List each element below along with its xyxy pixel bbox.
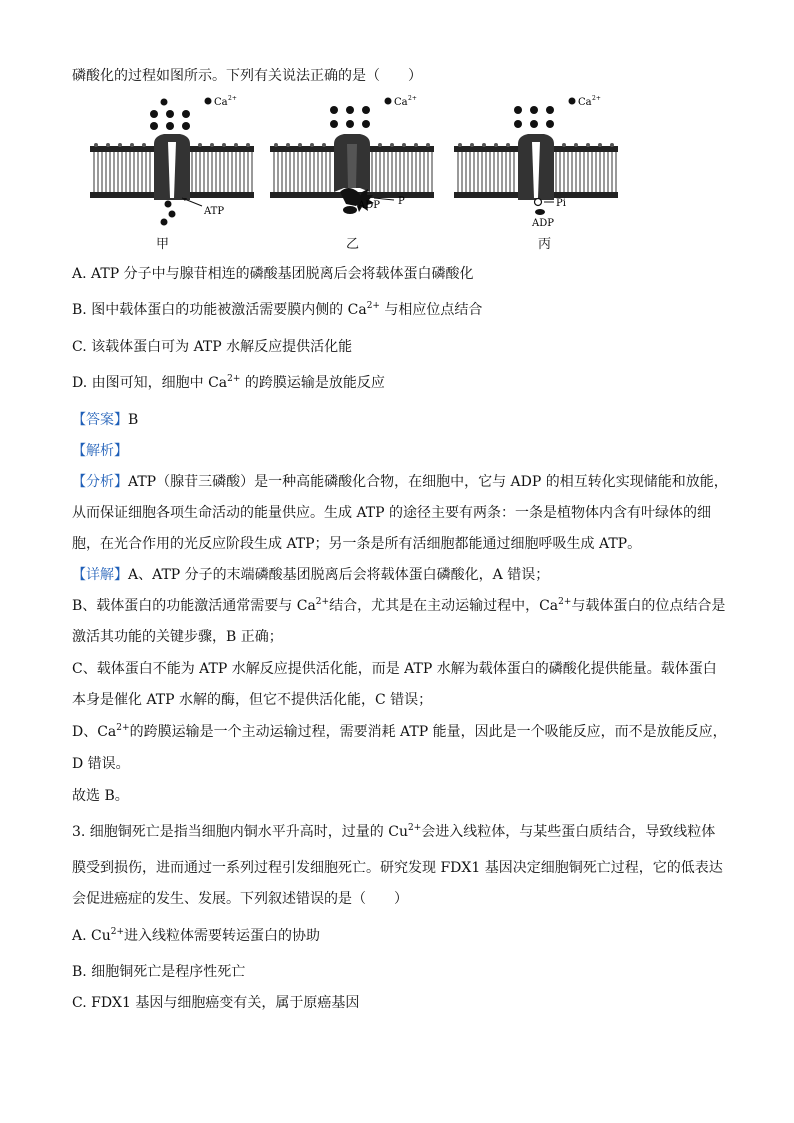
analysis-tag: 【解析】 [72, 443, 128, 459]
ion-label: Ca [394, 97, 408, 108]
option-d: D. 由图可知，细胞中 $Ca^{2+}$ 的跨膜运输是放能反应 [72, 374, 385, 391]
conclusion: 故选 B。 [72, 788, 129, 804]
option-c: C. 该载体蛋白可为 ATP 水解反应提供活化能 [72, 339, 353, 355]
detail-d-1: D、$Ca^{2+}$的跨膜运输是一个主动运输过程，需要消耗 ATP 能量，因此是一个吸能反应，而不是放能反应， [72, 723, 727, 740]
adp-label: ADP [358, 200, 380, 211]
option-a: A. ATP 分子中与腺苷相连的磷酸基团脱离后会将载体蛋白磷酸化 [72, 266, 474, 282]
ca-ion-inside [161, 201, 176, 226]
question-3-stem-1: 3. 细胞铜死亡是指当细胞内铜水平升高时，过量的 $Cu^{2+}$会进入线粒体，与某些蛋白质结合，导致线粒体 [72, 823, 716, 840]
question-3-stem-2: 膜受到损伤，进而通过一系列过程引发细胞死亡。研究发现 FDX1 基因决定细胞铜死亡过程，它的低表达 [72, 860, 723, 876]
ion-label: Ca [214, 97, 228, 108]
figure-jia-label: 甲 [156, 237, 170, 252]
fenxi-line-3: 胞，在光合作用的光反应阶段生成 ATP；另一条是所有活细胞都能通过细胞呼吸生成 ATP。 [72, 536, 642, 552]
question-2-stem: 磷酸化的过程如图所示。下列有关说法正确的是（ ） [72, 68, 422, 84]
atp-label: ATP [204, 206, 225, 217]
ion-charge: 2+ [228, 95, 237, 102]
figure-yi [268, 88, 438, 233]
figure-bing-label: 丙 [538, 237, 552, 252]
answer: 【答案】B [72, 412, 139, 428]
adp-label: ADP [532, 218, 554, 229]
question-3-option-a: A. $Cu^{2+}$进入线粒体需要转运蛋白的协助 [72, 927, 321, 944]
ion-charge: 2+ [592, 95, 601, 102]
option-b: B. 图中载体蛋白的功能被激活需要膜内侧的 $Ca^{2+}$ 与相应位点结合 [72, 301, 483, 318]
answer-tag: 【答案】 [72, 412, 128, 428]
released-phosphate [535, 199, 542, 206]
fenxi-line-2: 从而保证细胞各项生命活动的能量供应。生成 ATP 的途径主要有两条：一条是植物体内含有叶绿体的细 [72, 505, 712, 521]
question-3-option-c: C. FDX1 基因与细胞癌变有关，属于原癌基因 [72, 995, 360, 1011]
detail-c-1: C、载体蛋白不能为 ATP 水解反应提供活化能，而是 ATP 水解为载体蛋白的磷酸化提供能量。载体蛋白 [72, 661, 717, 677]
question-3-option-b: B. 细胞铜死亡是程序性死亡 [72, 964, 246, 980]
detail-d-2: D 错误。 [72, 756, 130, 772]
ion-charge: 2+ [408, 95, 417, 102]
question-3-stem-3: 会促进癌症的发生、发展。下列叙述错误的是（ ） [72, 891, 408, 907]
detail-b-1: B、载体蛋白的功能激活通常需要与 $Ca^{2+}$结合，尤其是在主动运输过程中，$Ca^{2+}$与载体蛋白的位点结合是 [72, 597, 726, 614]
detail-a: 【详解】A、ATP 分子的末端磷酸基团脱离后会将载体蛋白磷酸化，A 错误； [72, 567, 550, 583]
detail-c-2: 本身是催化 ATP 水解的酶，但它不提供活化能，C 错误； [72, 692, 433, 708]
pi-label: Pi [556, 198, 566, 209]
ion-label: Ca [578, 97, 592, 108]
p-label: P [398, 196, 405, 207]
figure-yi-label: 乙 [346, 237, 360, 252]
detail-b-2: 激活其功能的关键步骤，B 正确； [72, 629, 283, 645]
fenxi-line-1: 【分析】ATP（腺苷三磷酸）是一种高能磷酸化合物，在细胞中，它与 ADP 的相互转化实现储能和放能， [72, 474, 728, 490]
figure-jia [88, 88, 258, 233]
figure-bing [452, 88, 622, 233]
